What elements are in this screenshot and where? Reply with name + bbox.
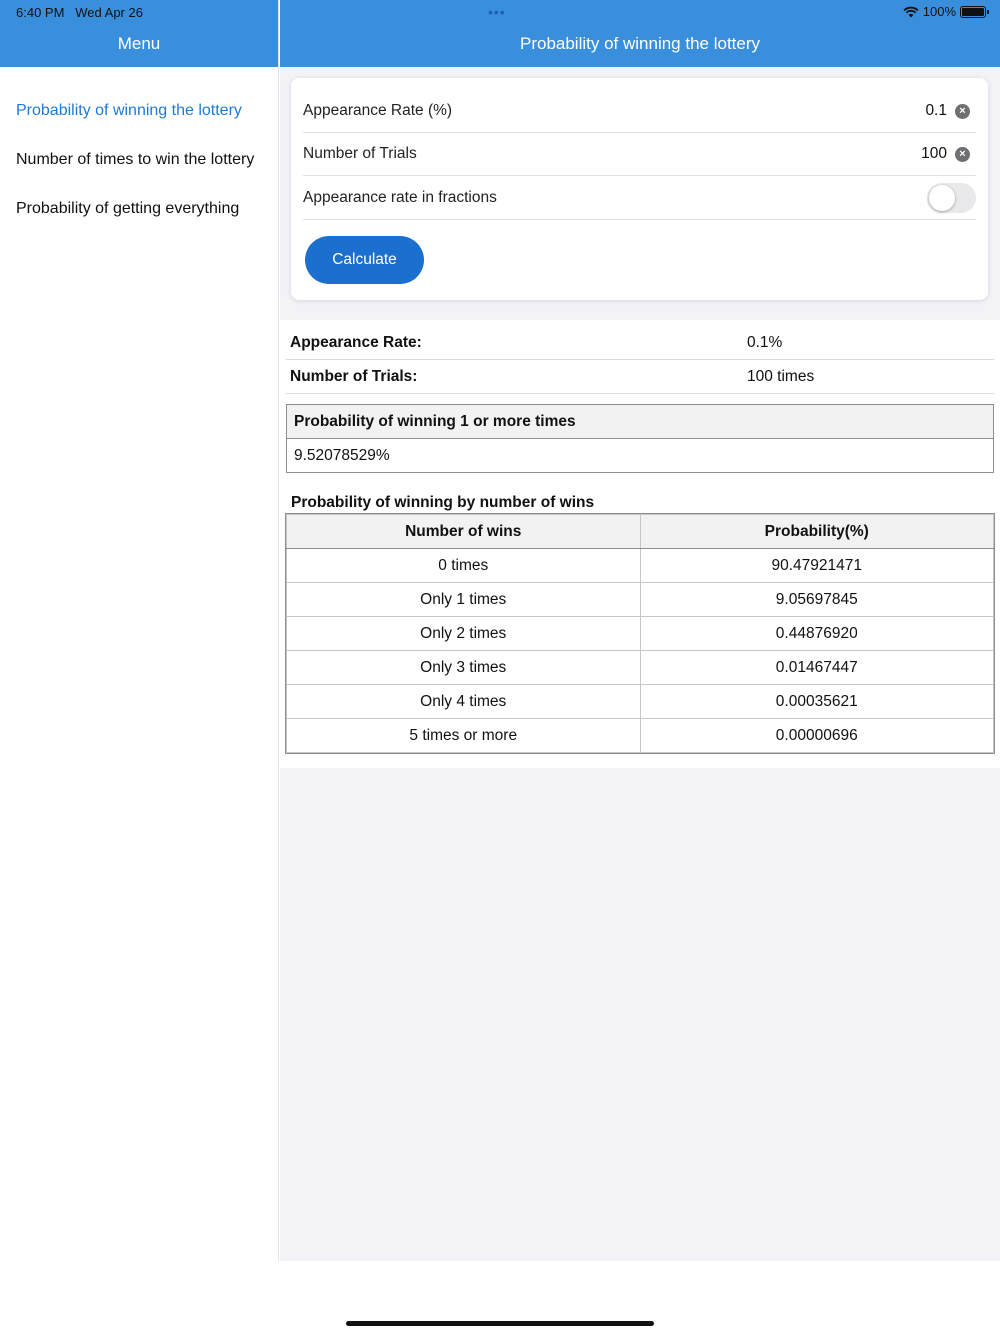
page-title: Probability of winning the lottery (519, 34, 761, 53)
wins-cell: Only 1 times (287, 583, 641, 617)
trials-input[interactable]: 100 (921, 145, 947, 162)
status-bar (0, 0, 1000, 24)
toggle-knob (929, 185, 955, 211)
input-card (291, 78, 988, 300)
trials-label: Number of Trials (303, 145, 417, 162)
summary-value: 100 times (747, 367, 815, 385)
battery-percent: 100% (922, 4, 956, 19)
fractions-toggle[interactable] (927, 183, 976, 213)
wins-cell: Only 3 times (287, 651, 641, 685)
appearance-rate-field[interactable] (303, 90, 976, 133)
fractions-field (303, 177, 976, 220)
sidebar-item-probability-everything[interactable]: Probability of getting everything (16, 200, 240, 217)
summary-key: Appearance Rate: (290, 333, 422, 351)
probability-cell: 0.44876920 (640, 617, 994, 651)
table-header-row (287, 515, 994, 549)
status-time: 6:40 PM Wed Apr 26 (16, 5, 143, 20)
sidebar (0, 0, 279, 1261)
clear-icon[interactable]: × (955, 147, 970, 162)
one-or-more-title: Probability of winning 1 or more times (287, 405, 993, 439)
wins-cell: Only 2 times (287, 617, 641, 651)
status-right (903, 4, 986, 19)
summary-value: 0.1% (747, 333, 783, 351)
column-header: Probability(%) (640, 515, 994, 549)
sidebar-item-probability-winning[interactable]: Probability of winning the lottery (16, 102, 242, 119)
table-row (287, 549, 994, 583)
probability-cell: 0.00035621 (640, 685, 994, 719)
results-panel (280, 320, 1000, 768)
table-row (287, 651, 994, 685)
wifi-icon (903, 6, 919, 18)
table-row (287, 583, 994, 617)
wins-cell: Only 4 times (287, 685, 641, 719)
battery-icon (960, 6, 986, 18)
wins-table (286, 514, 994, 753)
table-row (287, 617, 994, 651)
appearance-rate-label: Appearance Rate (%) (303, 102, 453, 119)
appearance-rate-input[interactable]: 0.1 (925, 102, 947, 119)
probability-cell: 90.47921471 (640, 549, 994, 583)
calculate-button[interactable]: Calculate (305, 236, 424, 284)
table-row (287, 685, 994, 719)
wins-cell: 5 times or more (287, 719, 641, 753)
wins-cell: 0 times (287, 549, 641, 583)
one-or-more-box (286, 404, 994, 473)
probability-cell: 9.05697845 (640, 583, 994, 617)
summary-key: Number of Trials: (290, 367, 418, 385)
by-wins-title: Probability of winning by number of wins (291, 494, 595, 511)
one-or-more-value: 9.52078529% (294, 446, 390, 464)
multitask-dots-icon[interactable]: ••• (488, 4, 506, 20)
summary-row-appearance-rate (286, 326, 994, 360)
trials-field[interactable] (303, 133, 976, 176)
column-header: Number of wins (287, 515, 641, 549)
sidebar-item-number-of-times[interactable]: Number of times to win the lottery (16, 151, 255, 168)
sidebar-title: Menu (117, 34, 161, 53)
home-indicator[interactable] (346, 1321, 654, 1326)
main-panel (280, 0, 1000, 1261)
probability-cell: 0.01467447 (640, 651, 994, 685)
fractions-label: Appearance rate in fractions (303, 189, 497, 206)
table-row (287, 719, 994, 753)
summary-row-trials (286, 360, 994, 394)
probability-cell: 0.00000696 (640, 719, 994, 753)
sidebar-menu (0, 67, 278, 248)
clear-icon[interactable]: × (955, 104, 970, 119)
